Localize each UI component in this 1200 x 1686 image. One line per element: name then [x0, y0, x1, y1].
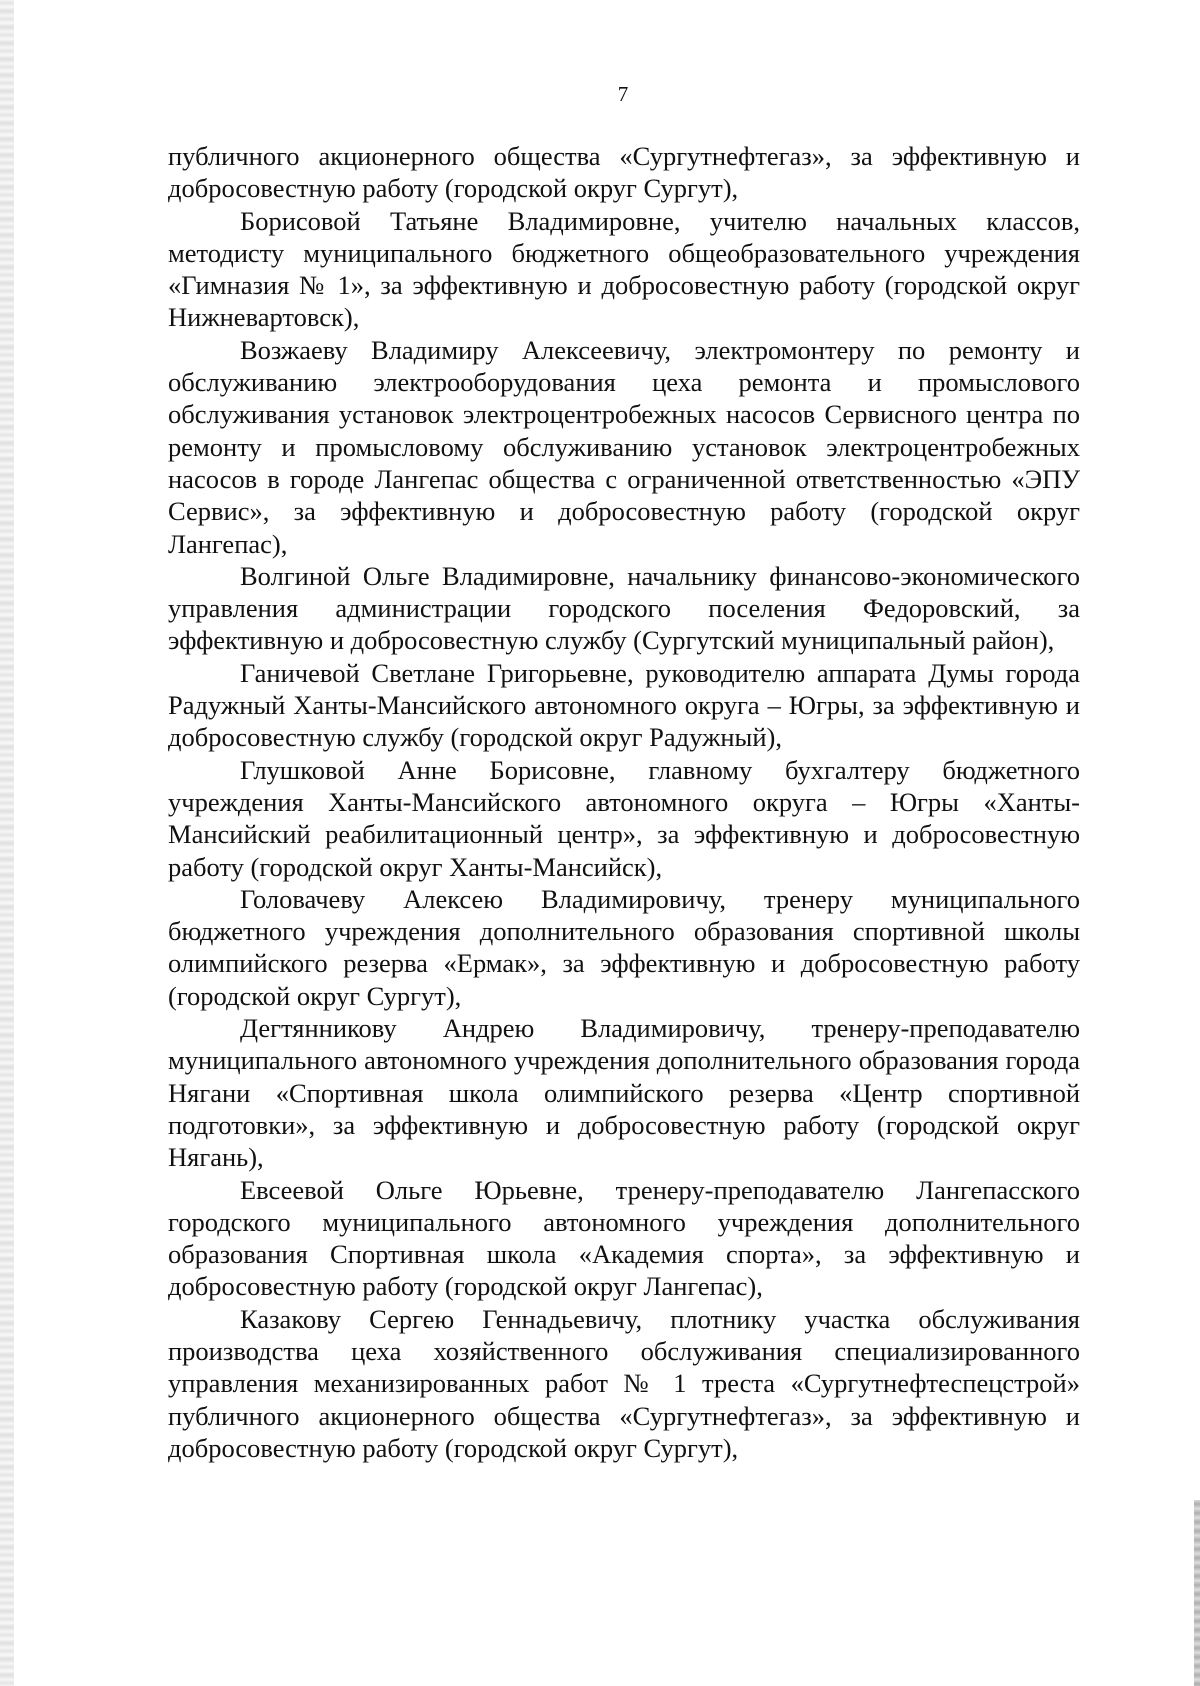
paragraph-vozzhaev: Возжаеву Владимиру Алексеевичу, электромонтеру по ремонту и обслуживанию электрооборудования цеха ремонта и промыслового обслуживания установок электроцентробежных насосов Сервисного центра по ремонту и промысловому обслуживанию установок электроцентробежных насосов в городе Лангепас общества с ограниченной ответственностью «ЭПУ Сервис», за эффективную и добросовестную работу (городской округ Лангепас),	[168, 334, 1080, 559]
paragraph-evseeva: Евсеевой Ольге Юрьевне, тренеру-преподавателю Лангепасского городского муниципального автономного учреждения дополнительного образования Спортивная школа «Академия спорта», за эффективную и добросовестную работу (городской округ Лангепас),	[168, 1174, 1080, 1302]
paragraph-continuation: публичного акционерного общества «Сургутнефтегаз», за эффективную и добросовестную работу (городской округ Сургут),	[168, 141, 1080, 204]
paragraph-glushkova: Глушковой Анне Борисовне, главному бухгалтеру бюджетного учреждения Ханты-Мансийского автономного округа – Югры «Ханты-Мансийский реабилитационный центр», за эффективную и добросовестную работу (городской округ Ханты-Мансийск),	[168, 754, 1080, 882]
paragraph-kazakov: Казакову Сергею Геннадьевичу, плотнику участка обслуживания производства цеха хозяйственного обслуживания специализированного управления механизированных работ № 1 треста «Сургутнефтеспецстрой» публичного акционерного общества «Сургутнефтегаз», за эффективную и добросовестную работу (городской округ Сургут),	[168, 1303, 1080, 1463]
paragraph-golovachev: Головачеву Алексею Владимировичу, тренеру муниципального бюджетного учреждения дополнительного образования спортивной школы олимпийского резерва «Ермак», за эффективную и добросовестную работу (городской округ Сургут),	[168, 883, 1080, 1011]
paragraph-degtyannikov: Дегтянникову Андрею Владимировичу, тренеру-преподавателю муниципального автономного учреждения дополнительного образования города Нягани «Спортивная школа олимпийского резерва «Центр спортивной подготовки», за эффективную и добросовестную работу (городской округ Нягань),	[168, 1013, 1080, 1173]
document-body	[168, 140, 1080, 1464]
paragraph-ganicheva: Ганичевой Светлане Григорьевне, руководителю аппарата Думы города Радужный Ханты-Мансийского автономного округа – Югры, за эффективную и добросовестную службу (городской округ Радужный),	[168, 657, 1080, 753]
paragraph-borisova: Борисовой Татьяне Владимировне, учителю начальных классов, методисту муниципального бюджетного общеобразовательного учреждения «Гимназия № 1», за эффективную и добросовестную работу (городской округ Нижневартовск),	[168, 205, 1080, 333]
scan-edge-left	[0, 0, 14, 1686]
page-number: 7	[617, 82, 629, 106]
paragraph-volgina: Волгиной Ольге Владимировне, начальнику финансово-экономического управления администрации городского поселения Федоровский, за эффективную и добросовестную службу (Сургутский муниципальный район),	[168, 560, 1080, 656]
scan-edge-right	[1194, 1500, 1200, 1686]
